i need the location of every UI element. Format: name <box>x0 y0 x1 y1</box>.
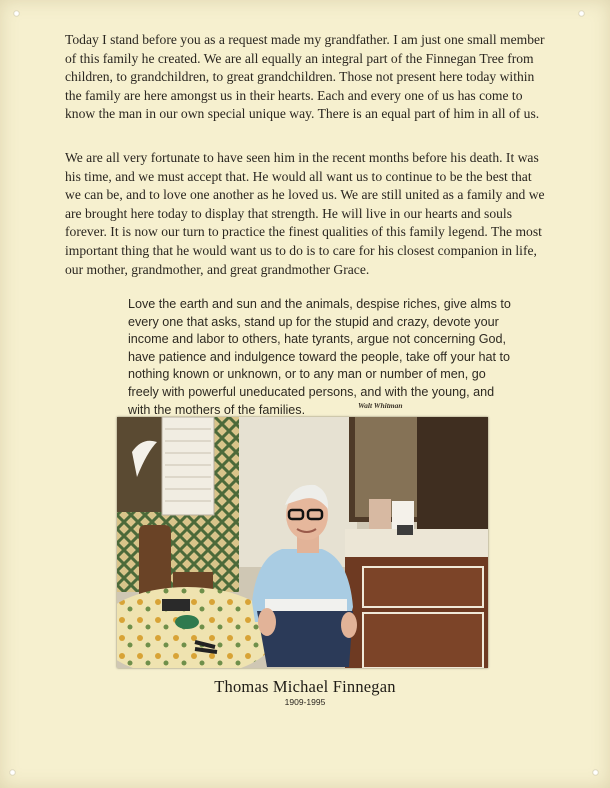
photo-caption-years: 1909-1995 <box>284 697 326 707</box>
portrait-photo <box>117 417 488 668</box>
eulogy-paragraph-1: Today I stand before you as a request made my grandfather. I am just one small member of this family he created. We are all equally an integral part of the Finnegan Tree from children, to grandchildren, to great grandchildren. Those not present here today within the family are here amongst us in their hearts. Each and every one of us has come to know the man in our own special unique way. There is an equal part of him in all of us. <box>65 32 545 122</box>
whitman-quote: Love the earth and sun and the animals, despise riches, give alms to every one that asks, stand up for the stupid and crazy, devote your income and labor to others, hate tyrants, argue not concerning God, have patience and indulgence toward the people, take off your hat to nothing known or unknown, or to any man or number of men, go freely with powerful uneducated persons, and with the young, and with the mothers of the families. <box>128 297 511 417</box>
kitchen-portrait-illustration <box>117 417 488 668</box>
corner-mark-top-right <box>578 10 585 17</box>
quote-attribution: Walt Whitman <box>358 401 403 410</box>
corner-mark-bottom-right <box>592 769 599 776</box>
corner-mark-bottom-left <box>9 769 16 776</box>
corner-mark-top-left <box>13 10 20 17</box>
photo-caption-name: Thomas Michael Finnegan <box>214 677 396 696</box>
eulogy-paragraph-2: We are all very fortunate to have seen him in the recent months before his death. It was his time, and we must accept that. He would all want us to continue to be the best that we can be, and to love one another as he loved us. We are still united as a family and we are brought here today to display that strength. He will live in our hearts and souls forever. It is now our turn to practice the finest qualities of this family legend. The most important thing that he would want us to do is to care for his closest companion in life, our mother, grandmother, and great grandmother Grace. <box>65 150 545 277</box>
